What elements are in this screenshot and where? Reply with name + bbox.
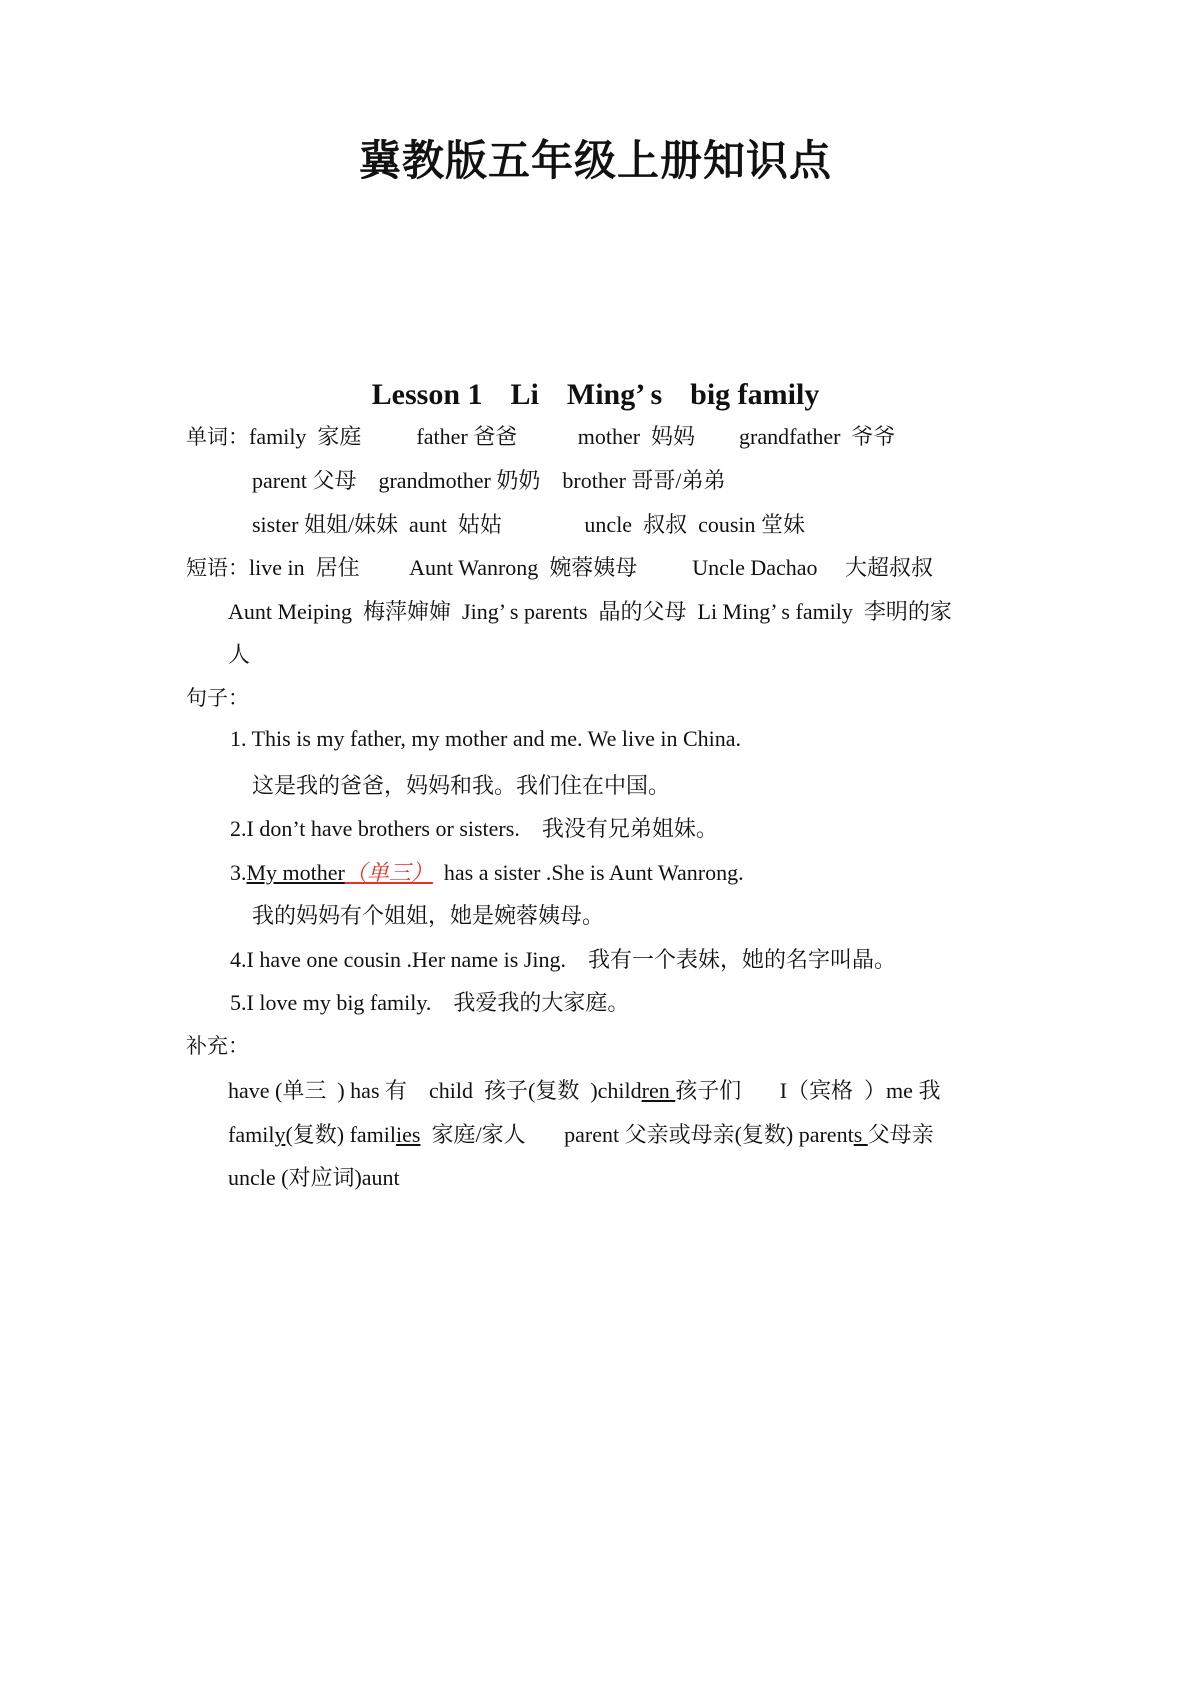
sentence-4: 4.I have one cousin .Her name is Jing. 我有一个表妹，她的名字叫晶。 xyxy=(230,947,897,972)
phrases-line-3: 人 xyxy=(228,642,251,667)
phrases-section xyxy=(186,551,933,582)
supplement-line-1 xyxy=(228,1074,940,1105)
sentence-5: 5.I love my big family. 我爱我的大家庭。 xyxy=(230,990,630,1015)
supplement-text: 父母亲 xyxy=(867,1122,934,1147)
words-line-3: sister 姐姐/妹妹 aunt 姑姑 uncle 叔叔 cousin 堂妹 xyxy=(252,512,806,537)
words-line-2: parent 父母 grandmother 奶奶 brother 哥哥/弟弟 xyxy=(252,468,726,493)
lesson-title-mings: Ming’ s xyxy=(566,378,663,411)
phrases-label: 短语： xyxy=(186,556,249,580)
supplement-text: 家庭/家人 parent 父亲或母亲(复数) parent xyxy=(420,1122,854,1147)
page-title: 冀教版五年级上册知识点 xyxy=(358,136,832,185)
sentence-2: 2.I don’t have brothers or sisters. 我没有兄弟姐妹。 xyxy=(230,816,718,841)
underlined-suffix: y xyxy=(274,1122,286,1147)
supplement-text: (复数) famil xyxy=(285,1122,397,1147)
sentence-3 xyxy=(230,856,744,887)
sentence-1-cn: 这是我的爸爸，妈妈和我。我们住在中国。 xyxy=(252,773,671,798)
sentence-3-rest: has a sister .She is Aunt Wanrong. xyxy=(432,860,744,885)
sentence-3-cn: 我的妈妈有个姐姐，她是婉蓉姨母。 xyxy=(252,903,605,928)
supplement-label: 补充： xyxy=(186,1034,249,1058)
phrases-line-1: live in 居住 Aunt Wanrong 婉蓉姨母 Uncle Dachao 大超叔叔 xyxy=(249,555,934,580)
lesson-heading xyxy=(0,378,1191,412)
underlined-suffix: s xyxy=(853,1122,868,1147)
lesson-title-li: Li xyxy=(510,378,539,411)
words-line-1: family 家庭 father 爸爸 mother 妈妈 grandfather 爷爷 xyxy=(249,424,896,449)
sentence-3-underlined: My mother xyxy=(246,860,345,885)
words-label: 单词： xyxy=(186,425,249,449)
supplement-line-3: uncle (对应词)aunt xyxy=(228,1165,400,1190)
lesson-title-big-family: big family xyxy=(690,378,820,411)
sentence-3-note: （单三） xyxy=(344,860,433,885)
underlined-suffix: ies xyxy=(396,1122,421,1147)
supplement-text: 孩子们 I（宾格 ）me 我 xyxy=(675,1078,941,1103)
supplement-text: famil xyxy=(228,1122,275,1147)
supplement-line-2 xyxy=(228,1118,934,1149)
phrases-line-2: Aunt Meiping 梅萍婶婶 Jing’ s parents 晶的父母 Li Ming’ s family 李明的家 xyxy=(228,599,952,624)
lesson-number: Lesson 1 xyxy=(371,378,483,411)
sentence-3-number: 3. xyxy=(230,860,247,885)
sentence-1-en: 1. This is my father, my mother and me. We live in China. xyxy=(230,726,742,751)
sentences-label: 句子： xyxy=(186,686,249,710)
underlined-suffix: ren xyxy=(641,1078,676,1103)
supplement-text: have (单三 ) has 有 child 孩子(复数 )child xyxy=(228,1078,642,1103)
words-section xyxy=(186,420,895,451)
